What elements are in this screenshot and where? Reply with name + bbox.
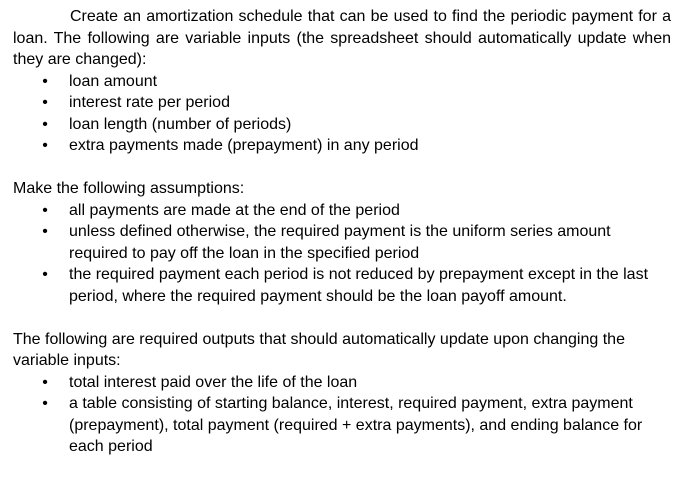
outputs-list: [13, 372, 671, 458]
bullet-icon: •: [42, 201, 48, 219]
list-item-input: [13, 135, 671, 157]
bullet-icon: •: [42, 94, 48, 111]
list-item-assumption: [13, 221, 671, 264]
bullet-icon: •: [42, 266, 48, 283]
list-item-assumption: [13, 264, 671, 307]
list-item-text: extra payments made (prepayment) in any period: [69, 137, 419, 154]
paragraph-gap: [13, 157, 671, 179]
bullet-icon: •: [42, 395, 48, 412]
list-item-text: loan length (number of periods): [69, 115, 292, 133]
paragraph-gap: [13, 307, 671, 329]
list-item-input: [13, 71, 671, 93]
bullet-icon: •: [42, 373, 48, 391]
document-body: [13, 6, 671, 458]
assumptions-list: [13, 200, 671, 308]
list-item-assumption: [13, 200, 671, 222]
bullet-icon: •: [42, 137, 48, 154]
bullet-icon: •: [42, 115, 48, 133]
inputs-list: [13, 71, 671, 157]
list-item-output: [13, 372, 671, 394]
list-item-text: total interest paid over the life of the loan: [69, 373, 358, 391]
list-item-input: [13, 114, 671, 136]
list-item-text: the required payment each period is not reduced by prepayment except in the last period, where the required payment should be the loan payoff amount.: [69, 266, 649, 305]
outputs-heading: The following are required outputs that should automatically update upon changing the variable inputs:: [13, 330, 625, 369]
list-item-text: unless defined otherwise, the required payment is the uniform series amount required to pay off the loan in the specified period: [69, 223, 611, 262]
list-item-input: [13, 92, 671, 114]
list-item-text: all payments are made at the end of the period: [69, 201, 400, 219]
list-item-text: loan amount: [69, 72, 158, 90]
bullet-icon: •: [42, 72, 48, 90]
list-item-output: [13, 393, 671, 458]
bullet-icon: •: [42, 223, 48, 240]
assumptions-heading: Make the following assumptions:: [13, 180, 245, 197]
list-item-text: interest rate per period: [69, 94, 230, 111]
list-item-text: a table consisting of starting balance, interest, required payment, extra payment (prepayment), total payment (required + extra payments), and ending balance for each period: [69, 395, 643, 455]
intro-paragraph: Create an amortization schedule that can be used to find the periodic payment for a loan. The following are variable inputs (the spreadsheet should automatically update when they are changed):: [13, 8, 671, 68]
